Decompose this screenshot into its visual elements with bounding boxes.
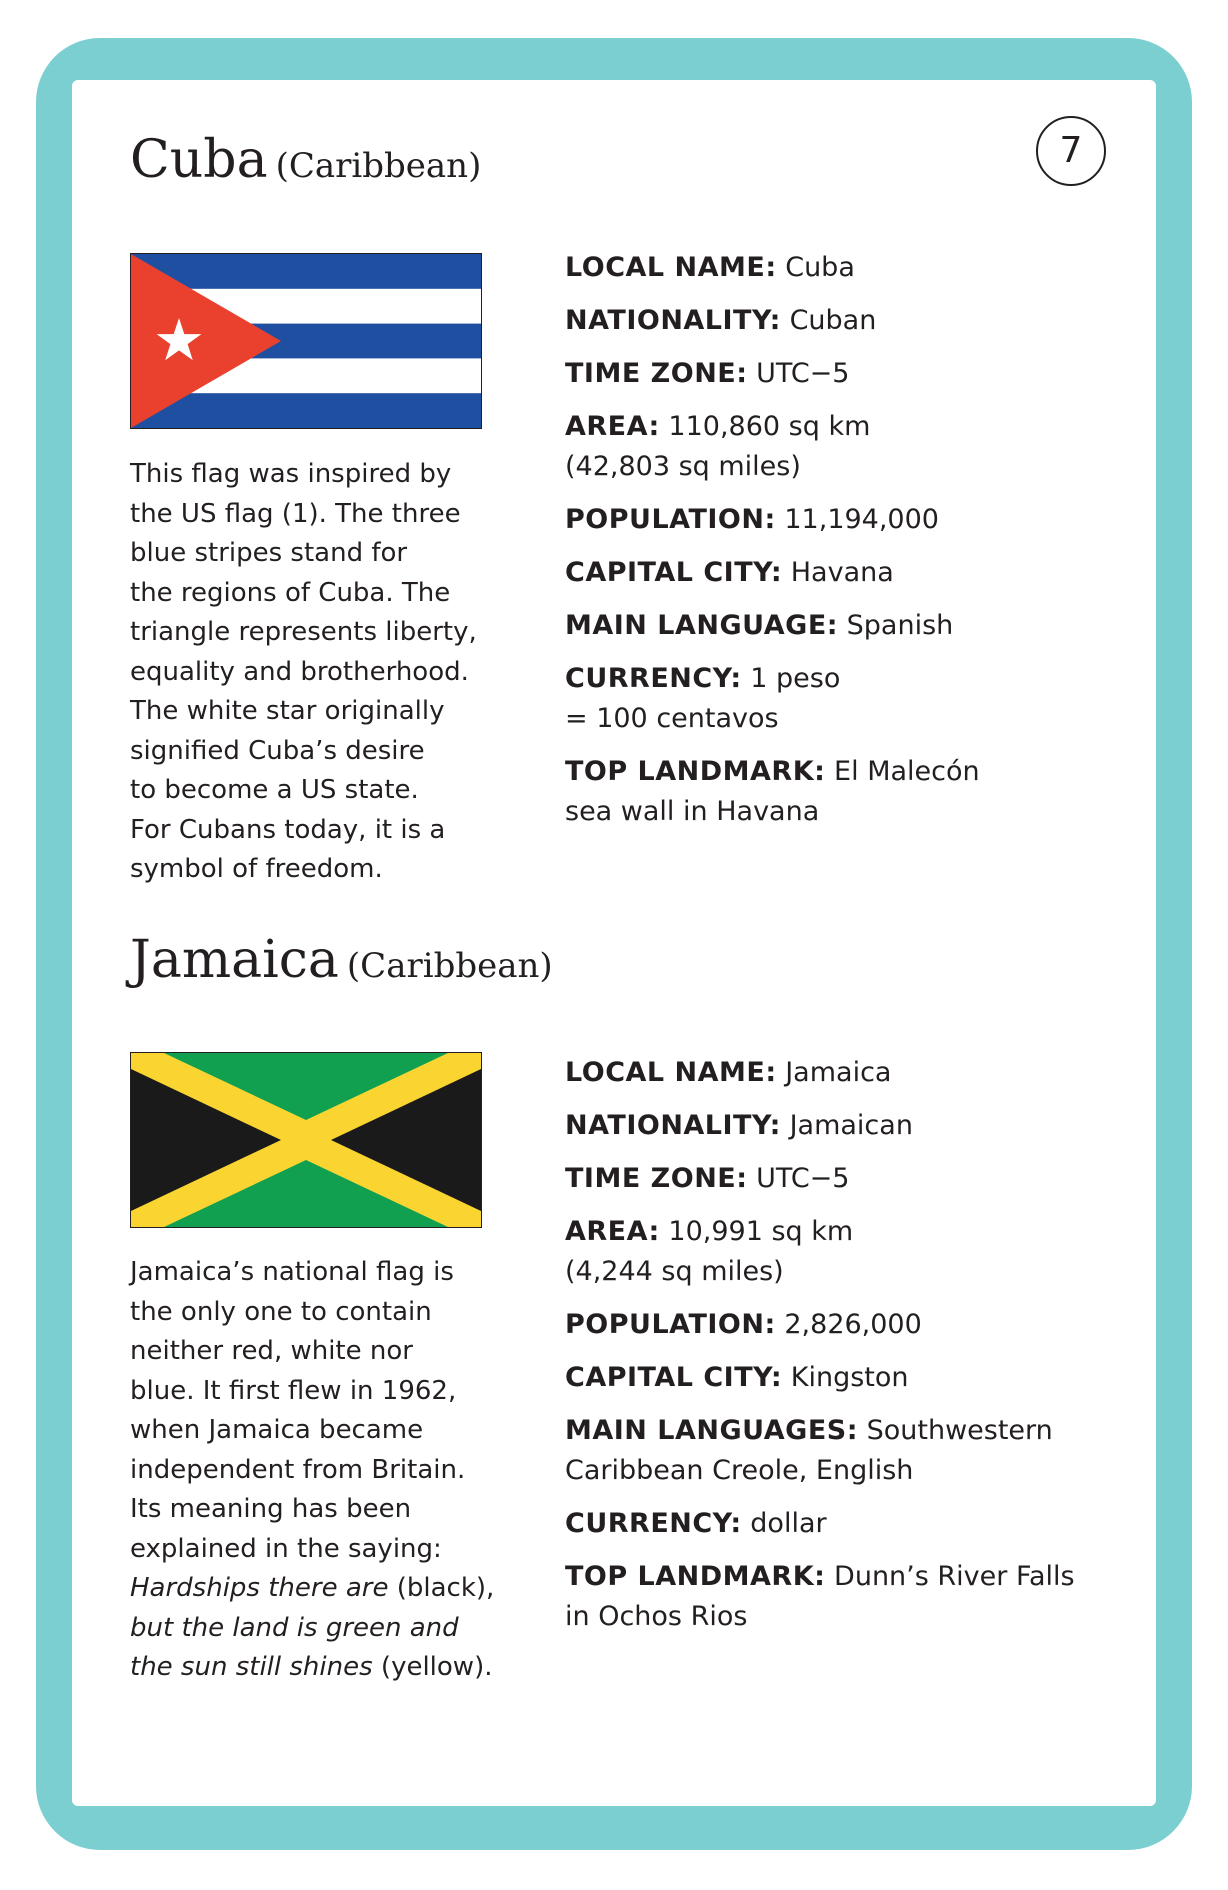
- desc-line: the only one to contain: [130, 1296, 432, 1327]
- desc-line: Jamaica’s national flag is: [130, 1257, 454, 1287]
- fact-label: CAPITAL CITY:: [565, 1362, 783, 1393]
- fact-nationality: [565, 1106, 1165, 1146]
- desc-text: (black),: [388, 1573, 495, 1603]
- fact-value-cont: in Ochos Rios: [565, 1601, 748, 1632]
- desc-line: blue stripes stand for: [130, 538, 408, 568]
- jamaica-description: [130, 1253, 530, 1688]
- fact-local-name: [565, 248, 1165, 288]
- desc-line: blue. It first flew in 1962,: [130, 1375, 457, 1406]
- desc-line: to become a US state.: [130, 775, 419, 805]
- desc-line: neither red, white nor: [130, 1336, 413, 1366]
- fact-label: POPULATION:: [565, 504, 776, 535]
- fact-label: TOP LANDMARK:: [565, 756, 826, 787]
- fact-label: MAIN LANGUAGE:: [565, 610, 839, 641]
- fact-label: CURRENCY:: [565, 663, 742, 694]
- page-number: 7: [1059, 130, 1083, 171]
- page-number-badge: [1036, 116, 1106, 186]
- desc-line: triangle represents liberty,: [130, 617, 477, 647]
- fact-label: LOCAL NAME:: [565, 1057, 777, 1088]
- desc-line: explained in the saying:: [130, 1533, 442, 1564]
- cuba-country-name: Cuba: [130, 130, 268, 190]
- fact-currency: [565, 1504, 1165, 1544]
- fact-time-zone: [565, 354, 1165, 394]
- desc-line: equality and brotherhood.: [130, 656, 469, 687]
- fact-value-cont: sea wall in Havana: [565, 796, 820, 827]
- fact-value: Havana: [790, 557, 894, 588]
- fact-label: TIME ZONE:: [565, 1163, 748, 1194]
- fact-label: NATIONALITY:: [565, 1110, 781, 1141]
- desc-line: For Cubans today, it is a: [130, 814, 446, 845]
- desc-line: This flag was inspired by: [130, 459, 452, 489]
- fact-value: 110,860 sq km: [668, 411, 871, 442]
- desc-line: the US flag (1). The three: [130, 498, 461, 529]
- fact-value: 10,991 sq km: [668, 1216, 854, 1247]
- fact-value: Spanish: [846, 610, 954, 641]
- cuba-facts-list: [565, 248, 1165, 845]
- fact-label: NATIONALITY:: [565, 305, 781, 336]
- fact-label: LOCAL NAME:: [565, 252, 777, 283]
- fact-label: POPULATION:: [565, 1309, 776, 1340]
- desc-line: Its meaning has been: [130, 1494, 412, 1524]
- cuba-title: [130, 130, 481, 196]
- fact-area: [565, 1212, 1165, 1292]
- jamaica-region: (Caribbean): [346, 946, 553, 986]
- fact-time-zone: [565, 1159, 1165, 1199]
- saying-text: the sun still shines: [130, 1652, 373, 1682]
- desc-line: independent from Britain.: [130, 1454, 466, 1485]
- fact-label: AREA:: [565, 1216, 660, 1247]
- fact-population: [565, 500, 1165, 540]
- fact-local-name: [565, 1053, 1165, 1093]
- desc-line: The white star originally: [130, 696, 445, 726]
- fact-main-languages: [565, 1411, 1165, 1491]
- fact-value: Cuba: [785, 252, 855, 283]
- desc-line: the regions of Cuba. The: [130, 577, 451, 608]
- fact-value: Southwestern: [866, 1415, 1053, 1446]
- fact-capital-city: [565, 553, 1165, 593]
- fact-capital-city: [565, 1358, 1165, 1398]
- fact-label: MAIN LANGUAGES:: [565, 1415, 859, 1446]
- fact-value: dollar: [750, 1508, 827, 1539]
- fact-main-language: [565, 606, 1165, 646]
- fact-label: TOP LANDMARK:: [565, 1561, 826, 1592]
- cuba-flag-icon: [130, 253, 482, 429]
- fact-value-cont: (4,244 sq miles): [565, 1256, 784, 1287]
- jamaica-facts-list: [565, 1053, 1165, 1650]
- desc-text: (yellow).: [372, 1652, 493, 1682]
- fact-value: 2,826,000: [784, 1309, 922, 1340]
- fact-label: TIME ZONE:: [565, 358, 748, 389]
- fact-value: 1 peso: [750, 663, 841, 694]
- fact-value: Jamaican: [789, 1110, 913, 1141]
- fact-label: CURRENCY:: [565, 1508, 742, 1539]
- fact-value: Jamaica: [785, 1057, 892, 1088]
- jamaica-country-name: Jamaica: [130, 930, 339, 990]
- fact-value: El Malecón: [834, 756, 980, 787]
- fact-label: CAPITAL CITY:: [565, 557, 783, 588]
- fact-top-landmark: [565, 752, 1165, 832]
- fact-nationality: [565, 301, 1165, 341]
- fact-value: Cuban: [789, 305, 877, 336]
- fact-value: 11,194,000: [784, 504, 939, 535]
- fact-value: Dunn’s River Falls: [834, 1561, 1075, 1592]
- saying-text: Hardships there are: [130, 1573, 389, 1603]
- desc-line: symbol of freedom.: [130, 854, 383, 884]
- fact-value-cont: (42,803 sq miles): [565, 451, 801, 482]
- fact-label: AREA:: [565, 411, 660, 442]
- desc-line: when Jamaica became: [130, 1415, 424, 1445]
- fact-currency: [565, 659, 1165, 739]
- fact-area: [565, 407, 1165, 487]
- fact-value: UTC−5: [756, 358, 850, 389]
- jamaica-flag-icon: [130, 1052, 482, 1228]
- fact-population: [565, 1305, 1165, 1345]
- saying-text: but the land is green and: [130, 1612, 459, 1643]
- fact-top-landmark: [565, 1557, 1165, 1637]
- fact-value-cont: Caribbean Creole, English: [565, 1455, 914, 1486]
- fact-value-cont: = 100 centavos: [565, 703, 779, 734]
- jamaica-title: [130, 930, 553, 996]
- cuba-description: [130, 455, 530, 890]
- fact-value: UTC−5: [756, 1163, 850, 1194]
- cuba-region: (Caribbean): [275, 146, 482, 186]
- fact-value: Kingston: [790, 1362, 909, 1393]
- desc-line: signified Cuba’s desire: [130, 735, 425, 766]
